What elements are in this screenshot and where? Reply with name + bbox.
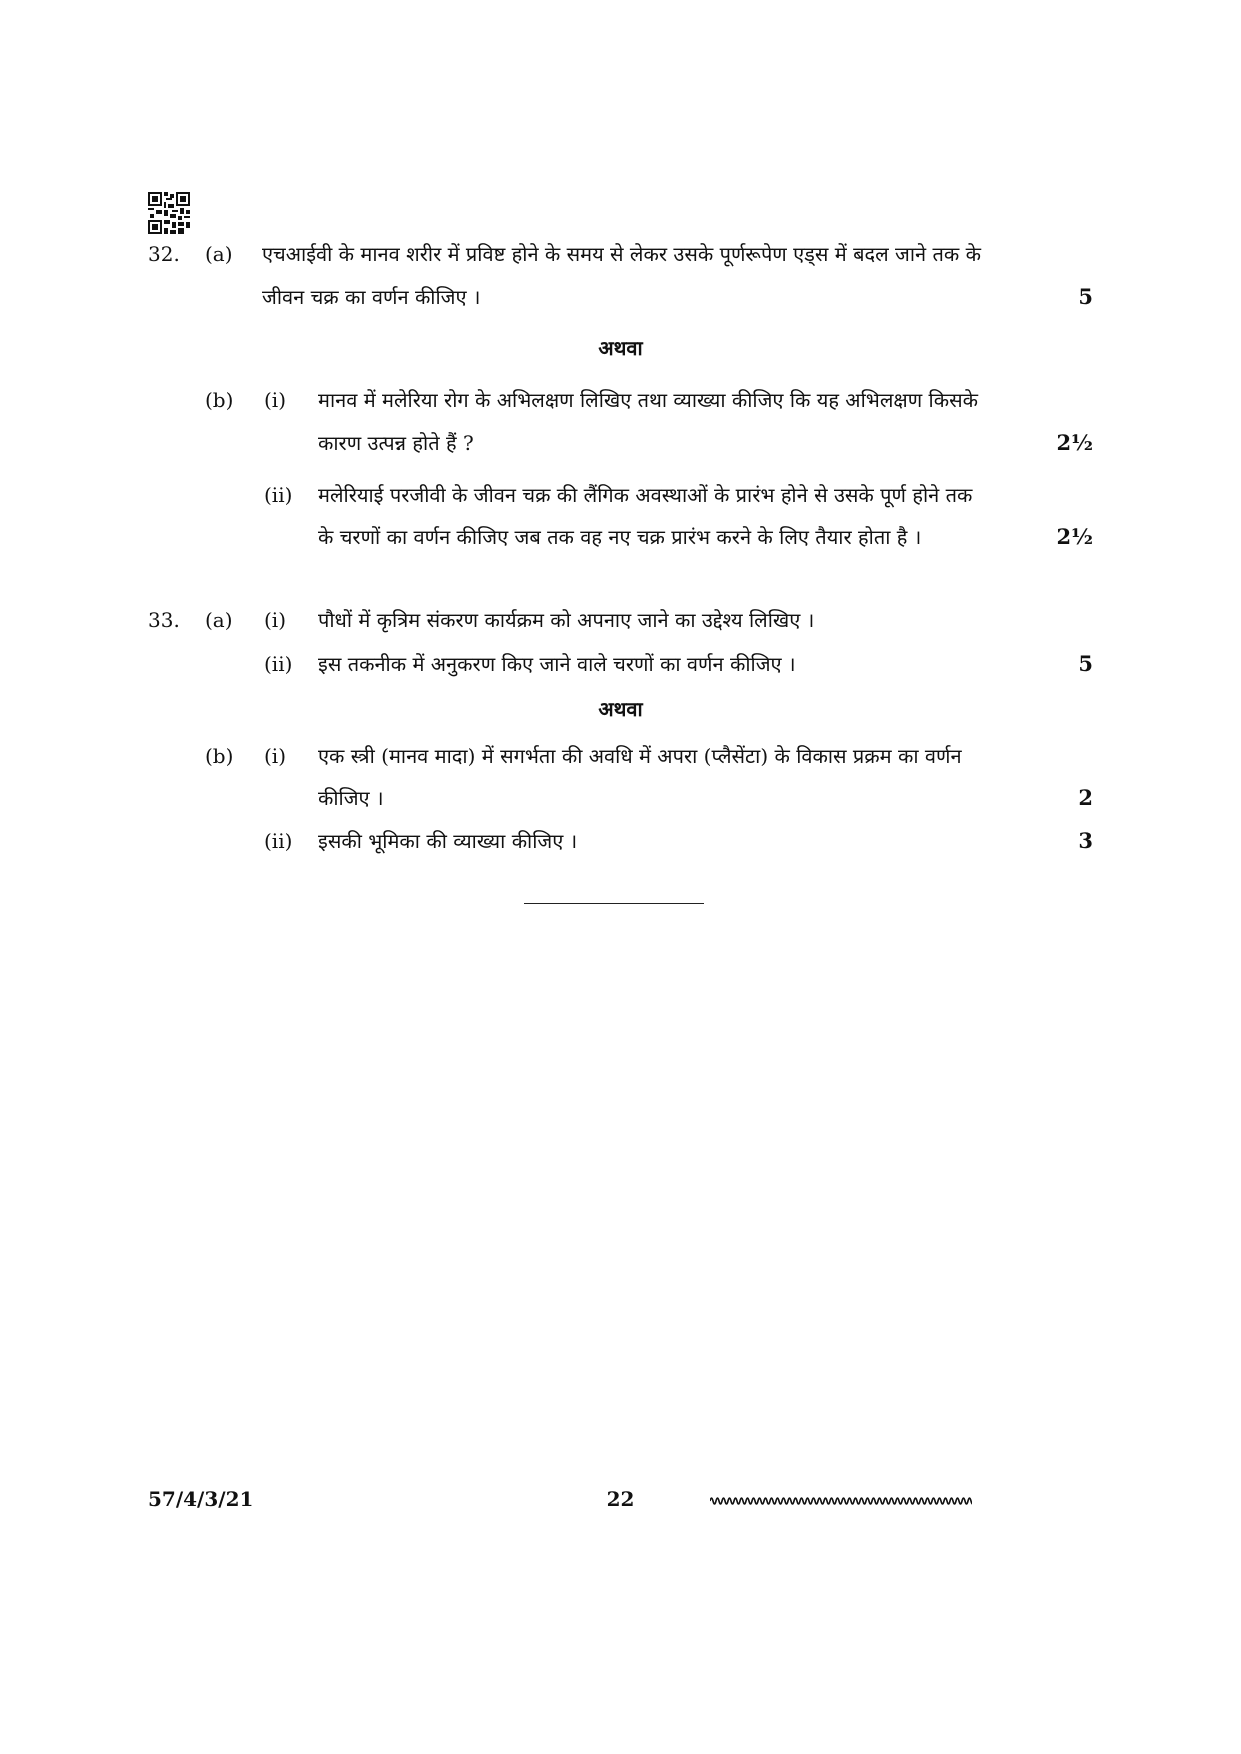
question-text: जीवन चक्र का वर्णन कीजिए । [262,285,481,309]
end-divider [524,903,704,904]
question-text: एचआईवी के मानव शरीर में प्रविष्ट होने के समय से लेकर उसके पूर्णरूपेण एड्स में बदल जाने तक के [262,242,981,266]
question-text: कीजिए । [318,786,384,810]
subpart-label: (i) [264,744,287,768]
paper-code: 57/4/3/21 [148,1487,254,1511]
question-text: कारण उत्पन्न होते हैं ? [318,431,474,455]
question-number: 32. [148,242,180,266]
question-text: मानव में मलेरिया रोग के अभिलक्षण लिखिए तथा व्याख्या कीजिए कि यह अभिलक्षण किसके [318,388,978,412]
marks: 2 [1078,785,1093,810]
question-text: पौधों में कृत्रिम संकरण कार्यक्रम को अपनाए जाने का उद्देश्य लिखिए । [318,608,815,632]
subpart-label: (ii) [264,483,293,507]
part-label: (a) [205,242,233,266]
subpart-label: (i) [264,608,287,632]
marks: 5 [1078,284,1093,309]
question-text: मलेरियाई परजीवी के जीवन चक्र की लैंगिक अवस्थाओं के प्रारंभ होने से उसके पूर्ण होने तक [318,483,973,507]
question-number: 33. [148,608,180,632]
marks: 2½ [1056,524,1093,549]
subpart-label: (ii) [264,829,293,853]
question-text: के चरणों का वर्णन कीजिए जब तक वह नए चक्र प्रारंभ करने के लिए तैयार होता है । [318,525,922,549]
subpart-label: (ii) [264,652,293,676]
question-text: इसकी भूमिका की व्याख्या कीजिए । [318,829,578,853]
marks: 3 [1078,828,1093,853]
marks: 2½ [1056,430,1093,455]
part-label: (b) [205,388,234,412]
question-text: एक स्त्री (मानव मादा) में सगर्भता की अवधि में अपरा (प्लैसेंटा) के विकास प्रक्रम का वर्णन [318,744,962,768]
or-separator: अथवा [598,336,643,360]
page-number: 22 [606,1487,635,1511]
qr-code-icon [148,192,190,234]
question-text: इस तकनीक में अनुकरण किए जाने वाले चरणों का वर्णन कीजिए । [318,652,796,676]
part-label: (b) [205,744,234,768]
wavy-line-icon [710,1494,972,1508]
marks: 5 [1078,651,1093,676]
part-label: (a) [205,608,233,632]
subpart-label: (i) [264,388,287,412]
or-separator: अथवा [598,697,643,721]
